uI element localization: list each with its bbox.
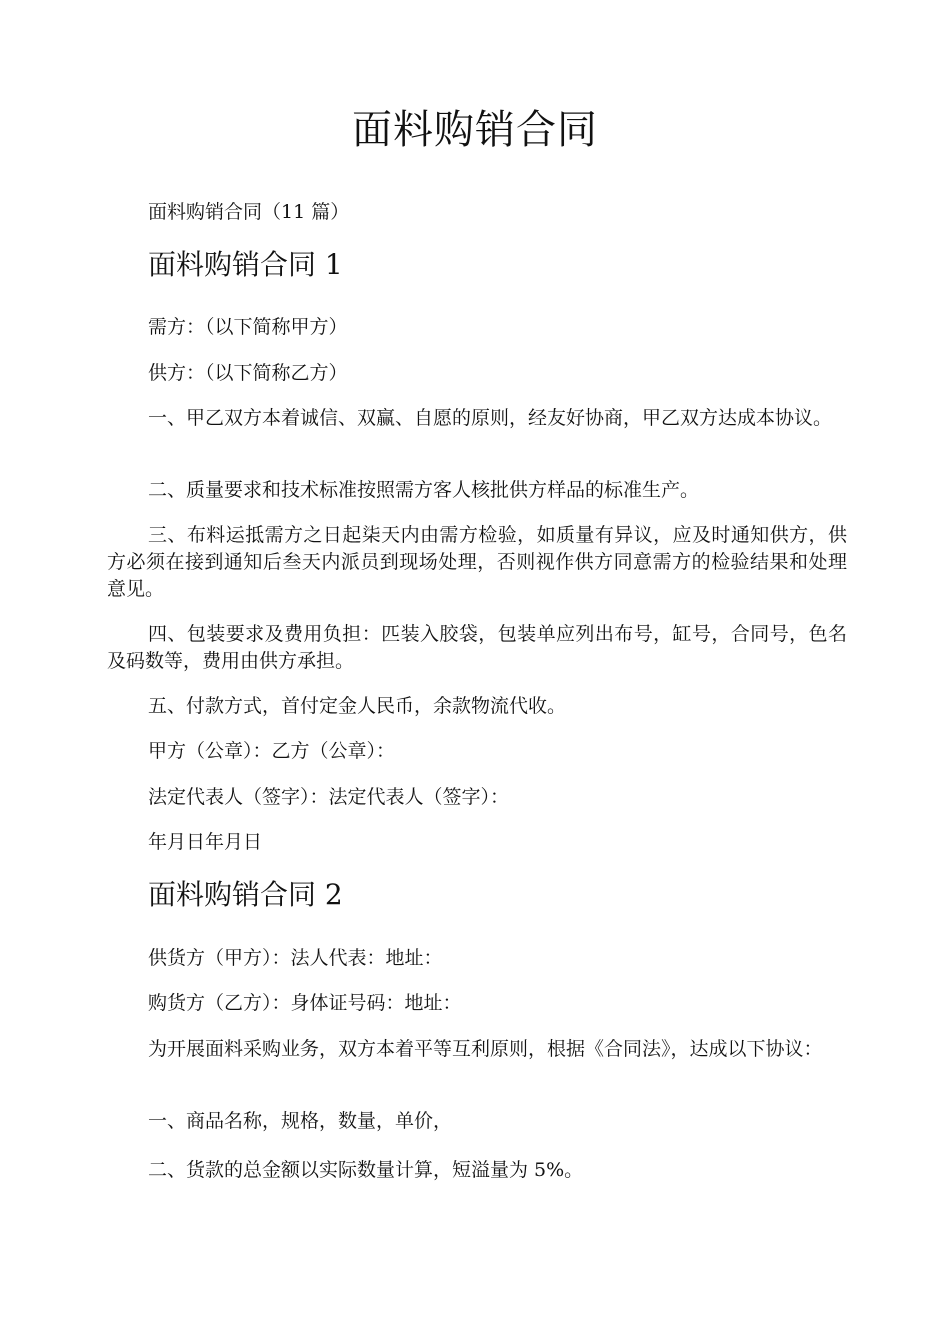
section-1-heading: 面料购销合同 1 <box>148 248 343 281</box>
section-1-paragraph: 法定代表人（签字）：法定代表人（签字）： <box>148 786 510 808</box>
document-subtitle: 面料购销合同（11 篇） <box>148 201 350 223</box>
section-2-paragraph: 供货方（甲方）：法人代表：地址： <box>148 947 443 969</box>
section-2-paragraph: 购货方（乙方）：身体证号码：地址： <box>148 992 462 1014</box>
section-1-paragraph: 甲方（公章）：乙方（公章）： <box>148 740 396 762</box>
section-2-heading: 面料购销合同 2 <box>148 878 343 911</box>
section-1-paragraph: 五、付款方式，首付定金人民币，余款物流代收。 <box>148 695 567 717</box>
section-1-paragraph: 供方：（以下简称乙方） <box>148 362 348 384</box>
section-2-paragraph: 二、货款的总金额以实际数量计算，短溢量为 5%。 <box>148 1159 584 1181</box>
document-title: 面料购销合同 <box>352 107 598 153</box>
section-1-paragraph: 三、布料运抵需方之日起柒天内由需方检验，如质量有异议，应及时通知供方，供方必须在接到通知后叁天内派员到现场处理，否则视作供方同意需方的检验结果和处理意见。 <box>107 524 847 600</box>
section-1-paragraph: 需方：（以下简称甲方） <box>148 316 348 338</box>
section-1-paragraph: 二、质量要求和技术标准按照需方客人核批供方样品的标准生产。 <box>148 479 700 501</box>
section-1-paragraph: 一、甲乙双方本着诚信、双赢、自愿的原则，经友好协商，甲乙双方达成本协议。 <box>148 407 833 429</box>
section-1-paragraph: 四、包装要求及费用负担：匹装入胶袋，包装单应列出布号，缸号，合同号，色名及码数等，费用由供方承担。 <box>107 623 847 672</box>
section-1-paragraph: 年月日年月日 <box>148 831 263 853</box>
section-2-paragraph: 一、商品名称，规格，数量，单价， <box>148 1110 453 1132</box>
section-2-paragraph: 为开展面料采购业务，双方本着平等互利原则，根据《合同法》，达成以下协议： <box>148 1038 823 1060</box>
